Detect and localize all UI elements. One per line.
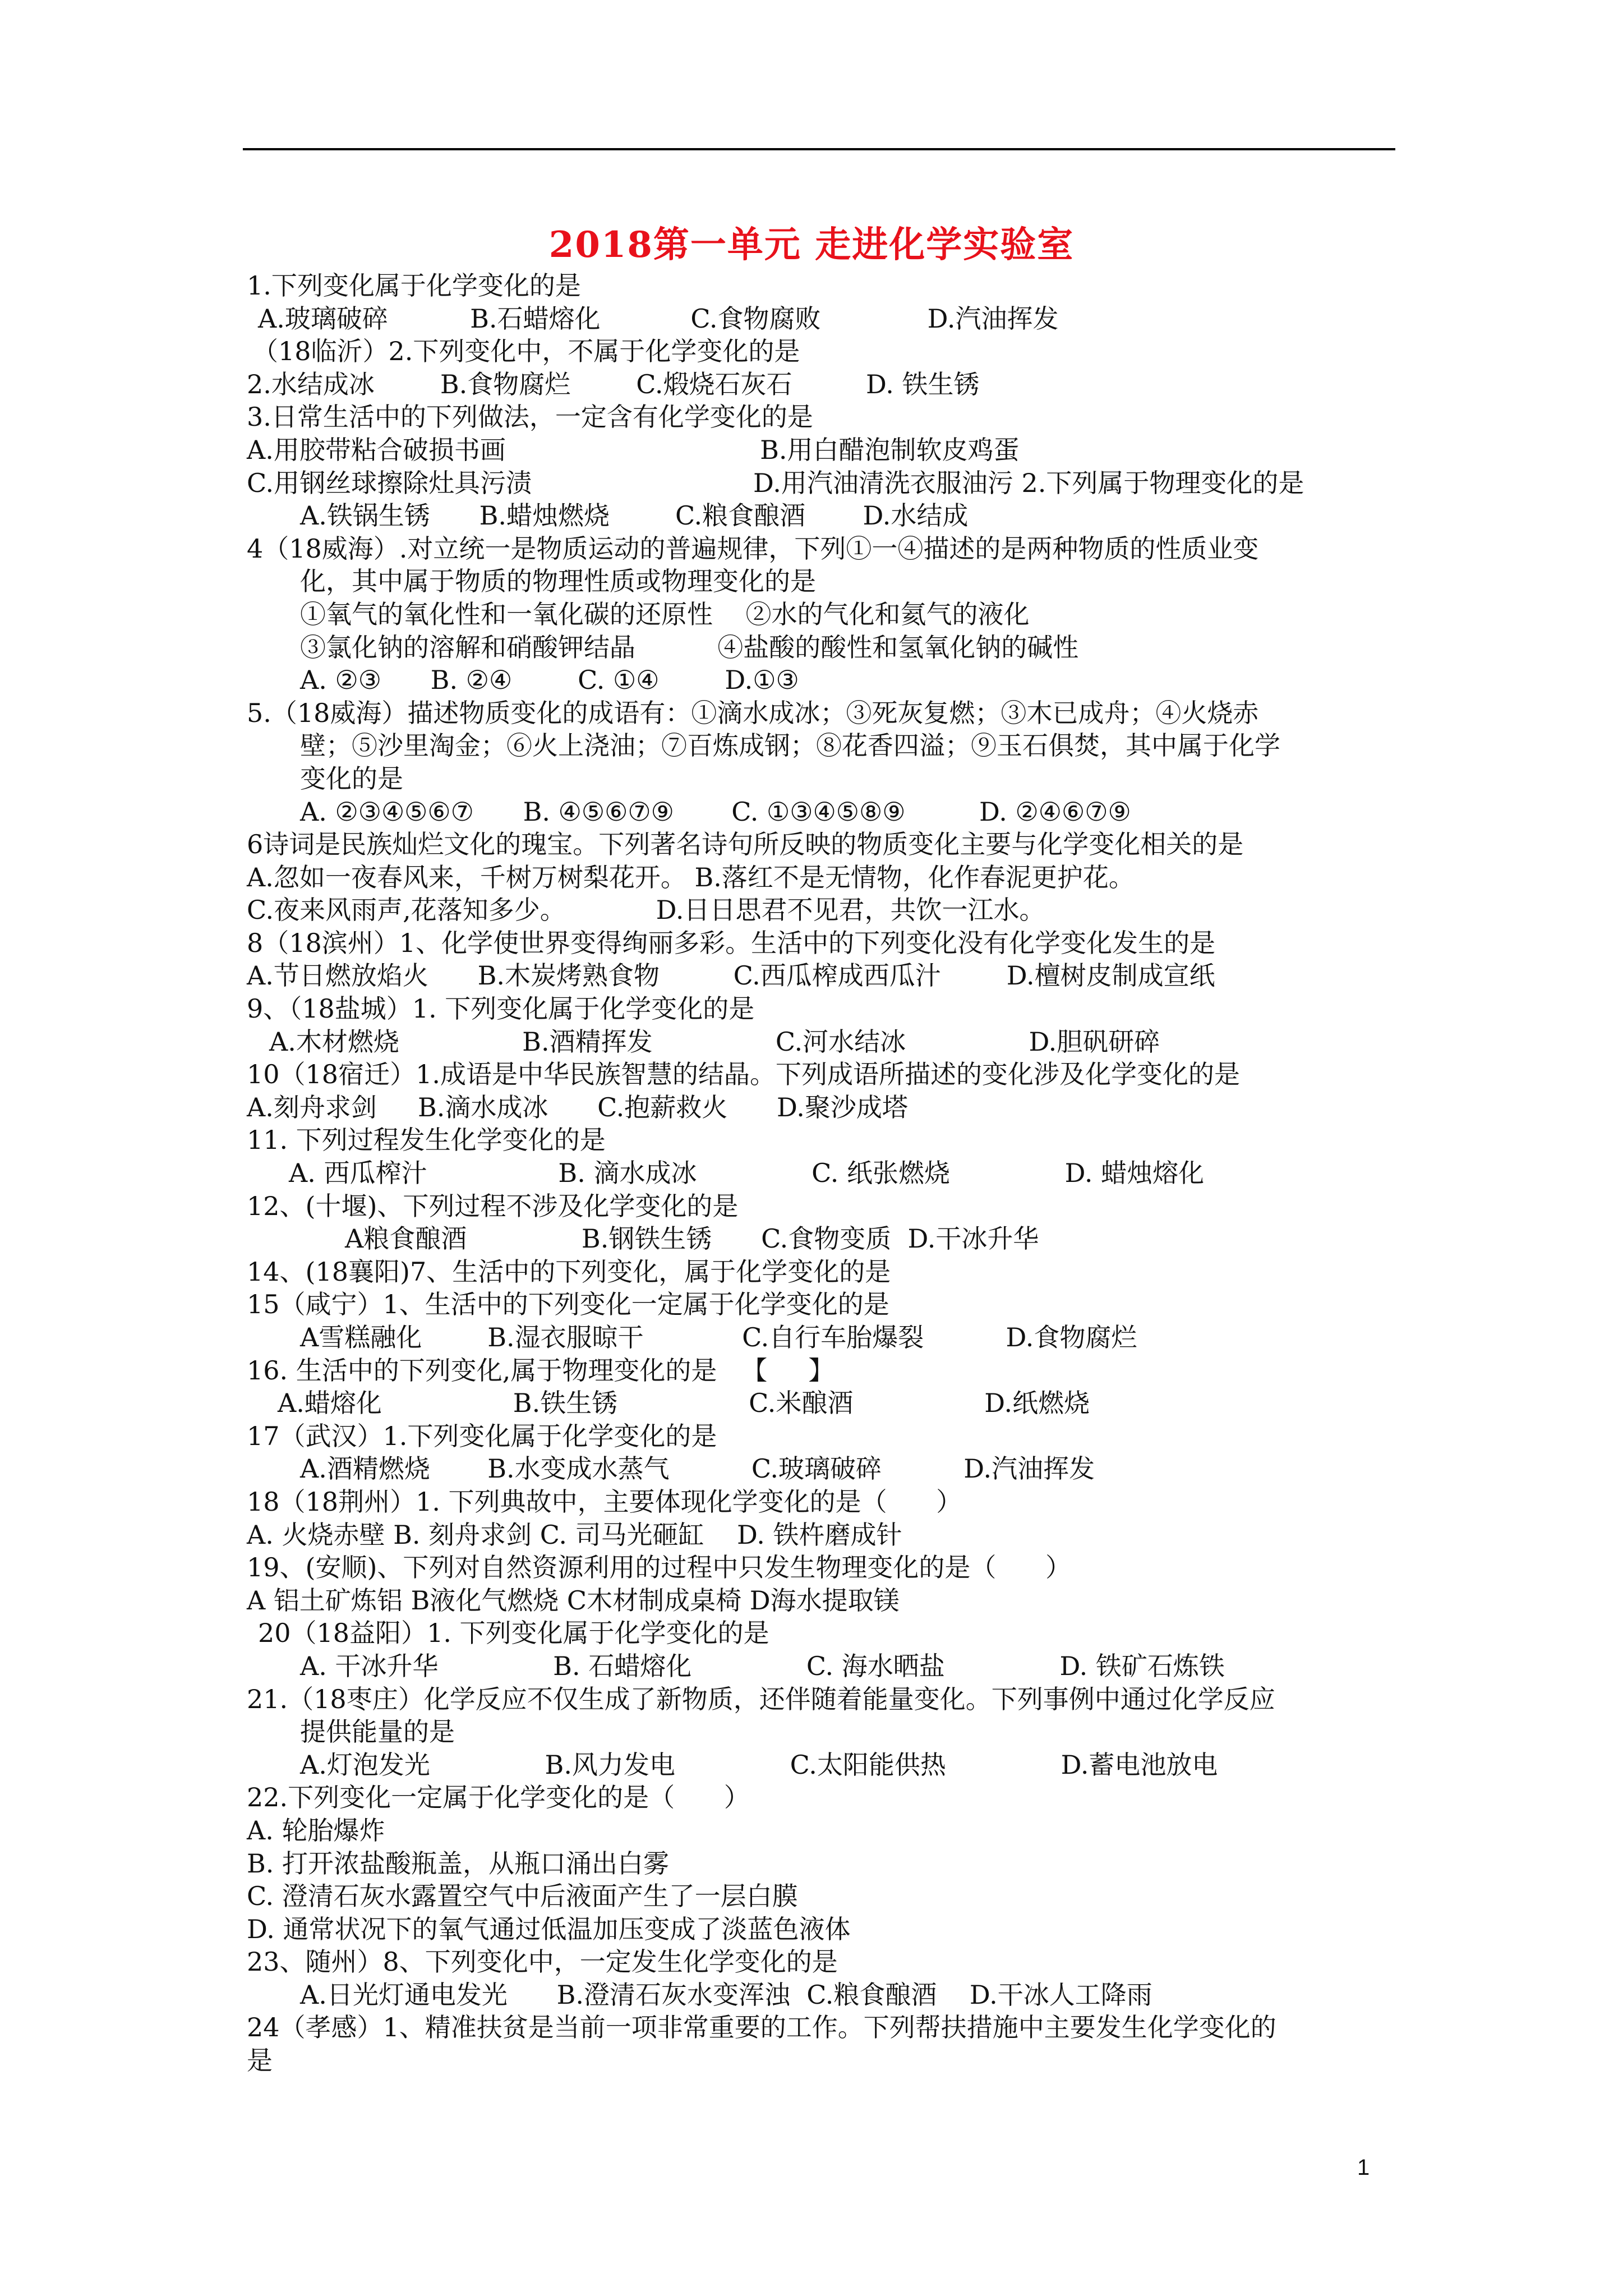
text-line: 化，其中属于物质的物理性质或物理变化的是	[300, 566, 816, 597]
text-line: A.木材燃烧 B.酒精挥发 C.河水结冰 D.胆矾研碎	[269, 1026, 1160, 1057]
text-line: A.刻舟求剑 B.滴水成冰 C.抱薪救火 D.聚沙成塔	[247, 1092, 908, 1122]
text-line: 10（18宿迁）1.成语是中华民族智慧的结晶。下列成语所描述的变化涉及化学变化的是	[247, 1059, 1240, 1090]
text-line: A.灯泡发光 B.风力发电 C.太阳能供热 D.蓄电池放电	[300, 1749, 1218, 1780]
text-line: A粮食酿酒 B.钢铁生锈 C.食物变质 D.干冰升华	[345, 1223, 1039, 1254]
text-line: 16. 生活中的下列变化,属于物理变化的是 【 】	[247, 1355, 834, 1386]
text-line: 18（18荆州）1. 下列典故中，主要体现化学变化的是（ ）	[247, 1486, 962, 1517]
text-line: 15（咸宁）1、生活中的下列变化一定属于化学变化的是	[247, 1289, 889, 1320]
text-line: 是	[247, 2045, 273, 2076]
text-line: 19、(安顺)、下列对自然资源利用的过程中只发生物理变化的是（ ）	[247, 1552, 1072, 1583]
text-line: A.蜡熔化 B.铁生锈 C.米酿酒 D.纸燃烧	[278, 1388, 1090, 1419]
text-line: D. 通常状况下的氧气通过低温加压变成了淡蓝色液体	[247, 1913, 851, 1944]
text-line: 24（孝感）1、精准扶贫是当前一项非常重要的工作。下列帮扶措施中主要发生化学变化的	[247, 2012, 1276, 2043]
header-rule	[243, 148, 1395, 150]
text-line: ③氯化钠的溶解和硝酸钾结晶 ④盐酸的酸性和氢氧化钠的碱性	[300, 632, 1079, 662]
text-line: A雪糕融化 B.湿衣服晾干 C.自行车胎爆裂 D.食物腐烂	[300, 1322, 1137, 1352]
text-line: 11. 下列过程发生化学变化的是	[247, 1125, 606, 1156]
text-line: 21.（18枣庄）化学反应不仅生成了新物质，还伴随着能量变化。下列事例中通过化学反应	[247, 1683, 1275, 1714]
text-line: 6诗词是民族灿烂文化的瑰宝。下列著名诗句所反映的物质变化主要与化学变化相关的是	[247, 829, 1244, 860]
text-line: 2.水结成冰 B.食物腐烂 C.煅烧石灰石 D. 铁生锈	[247, 369, 980, 399]
question-list	[247, 269, 1391, 2077]
text-line: A.节日燃放焰火 B.木炭烤熟食物 C.西瓜榨成西瓜汁 D.檀树皮制成宣纸	[247, 960, 1215, 991]
text-line: 壁；⑤沙里淘金；⑥火上浇油；⑦百炼成钢；⑧花香四溢；⑨玉石俱焚，其中属于化学	[300, 730, 1280, 761]
text-line: A.日光灯通电发光 B.澄清石灰水变浑浊 C.粮食酿酒 D.干冰人工降雨	[300, 1979, 1152, 2010]
text-line: 9、（18盐城）1. 下列变化属于化学变化的是	[247, 993, 755, 1024]
text-line: （18临沂）2.下列变化中，不属于化学变化的是	[252, 336, 800, 367]
text-line: C. 澄清石灰水露置空气中后液面产生了一层白膜	[247, 1881, 798, 1912]
text-line: A.忽如一夜春风来，千树万树梨花开。 B.落红不是无情物，化作春泥更护花。	[247, 862, 1135, 892]
text-line: ①氧气的氧化性和一氧化碳的还原性 ②水的气化和氦气的液化	[300, 599, 1030, 629]
text-line: 变化的是	[300, 763, 403, 794]
text-line: C.夜来风雨声,花落知多少。 D.日日思君不见君，共饮一江水。	[247, 895, 1045, 926]
text-line: 提供能量的是	[300, 1717, 455, 1747]
text-line: A. 干冰升华 B. 石蜡熔化 C. 海水晒盐 D. 铁矿石炼铁	[300, 1650, 1225, 1681]
text-line: 22.下列变化一定属于化学变化的是（ ）	[247, 1782, 750, 1813]
text-line: 12、(十堰)、下列过程不涉及化学变化的是	[247, 1190, 739, 1221]
text-line: A. 西瓜榨汁 B. 滴水成冰 C. 纸张燃烧 D. 蜡烛熔化	[289, 1158, 1205, 1189]
text-line: A. ②③ B. ②④ C. ①④ D.①③	[300, 665, 799, 696]
text-line: 14、(18襄阳)7、生活中的下列变化，属于化学变化的是	[247, 1256, 891, 1287]
text-line: C.用钢丝球擦除灶具污渍 D.用汽油清洗衣服油污 2.下列属于物理变化的是	[247, 467, 1304, 498]
text-line: A. 火烧赤壁 B. 刻舟求剑 C. 司马光砸缸 D. 铁杵磨成针	[247, 1519, 902, 1550]
text-line: A. ②③④⑤⑥⑦ B. ④⑤⑥⑦⑨ C. ①③④⑤⑧⑨ D. ②④⑥⑦⑨	[300, 796, 1131, 827]
text-line: A 铝土矿炼铝 B液化气燃烧 C木材制成桌椅 D海水提取镁	[247, 1585, 900, 1616]
text-line: A.用胶带粘合破损书画 B.用白醋泡制软皮鸡蛋	[247, 434, 1020, 465]
text-line: A.酒精燃烧 B.水变成水蒸气 C.玻璃破碎 D.汽油挥发	[300, 1453, 1095, 1484]
page-number: 1	[1357, 2155, 1370, 2180]
text-line: A.玻璃破碎 B.石蜡熔化 C.食物腐败 D.汽油挥发	[258, 303, 1059, 334]
text-line: A.铁锅生锈 B.蜡烛燃烧 C.粮食酿酒 D.水结成	[300, 500, 969, 531]
page-title: 2018第一单元 走进化学实验室	[548, 224, 1075, 266]
text-line: 4（18威海）.对立统一是物质运动的普遍规律，下列①一④描述的是两种物质的性质业变	[247, 533, 1259, 564]
text-line: 8（18滨州）1、化学使世界变得绚丽多彩。生活中的下列变化没有化学变化发生的是	[247, 927, 1216, 958]
text-line: B. 打开浓盐酸瓶盖，从瓶口涌出白雾	[247, 1848, 670, 1879]
text-line: 3.日常生活中的下列做法，一定含有化学变化的是	[247, 402, 813, 432]
text-line: 23、随州）8、下列变化中，一定发生化学变化的是	[247, 1947, 838, 1977]
text-line: 20（18益阳）1. 下列变化属于化学变化的是	[258, 1618, 769, 1649]
text-line: 17（武汉）1.下列变化属于化学变化的是	[247, 1420, 717, 1451]
text-line: 1.下列变化属于化学变化的是	[247, 270, 581, 301]
text-line: 5.（18威海）描述物质变化的成语有：①滴水成冰；③死灰复燃；③木已成舟；④火烧赤	[247, 697, 1259, 728]
text-line: A. 轮胎爆炸	[247, 1815, 385, 1846]
